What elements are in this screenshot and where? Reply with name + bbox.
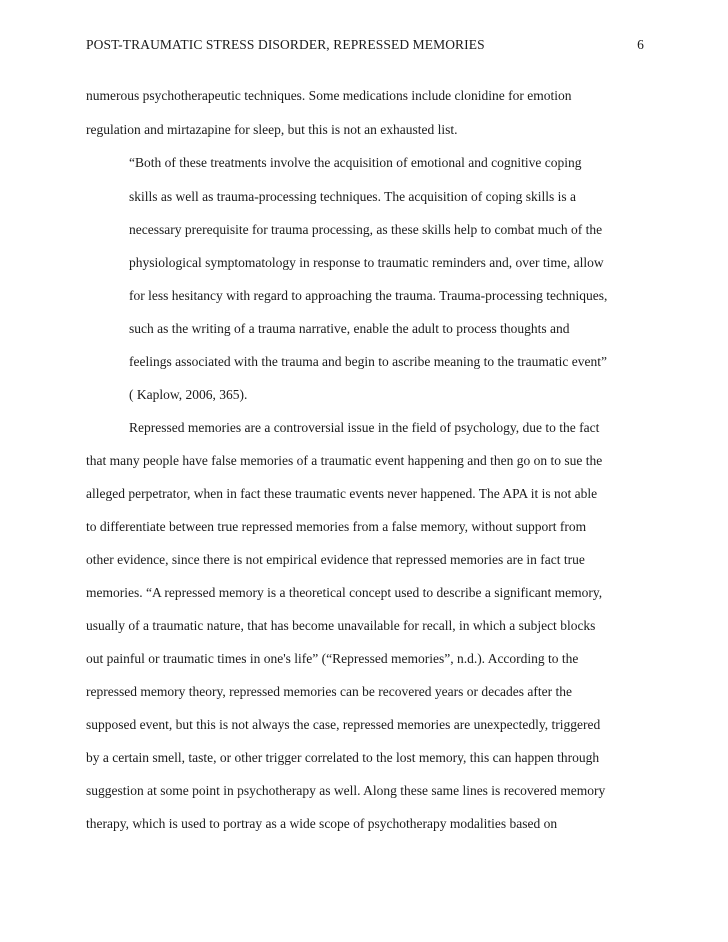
running-head	[86, 37, 646, 57]
page-number: 6	[637, 37, 644, 52]
body-line: memories. “A repressed memory is a theoretical concept used to describe a significant memory,	[86, 585, 603, 600]
block-quote-line: necessary prerequisite for trauma processing, as these skills help to combat much of the	[129, 222, 603, 237]
paragraph-first-line: Repressed memories are a controversial issue in the field of psychology, due to the fact	[129, 420, 600, 435]
block-quote-line: feelings associated with the trauma and begin to ascribe meaning to the traumatic event”	[129, 354, 607, 369]
body-line: alleged perpetrator, when in fact these traumatic events never happened. The APA it is not able	[86, 486, 598, 501]
block-quote-line: physiological symptomatology in response to traumatic reminders and, over time, allow	[129, 255, 604, 270]
body-line: other evidence, since there is not empirical evidence that repressed memories are in fact true	[86, 552, 585, 567]
body-line: repressed memory theory, repressed memories can be recovered years or decades after the	[86, 684, 573, 699]
body-line: usually of a traumatic nature, that has become unavailable for recall, in which a subject blocks	[86, 618, 596, 633]
body-line: by a certain smell, taste, or other trigger correlated to the lost memory, this can happen through	[86, 750, 600, 765]
body-line: numerous psychotherapeutic techniques. Some medications include clonidine for emotion	[86, 88, 572, 103]
body-line: supposed event, but this is not always the case, repressed memories are unexpectedly, triggered	[86, 717, 601, 732]
body-line: to differentiate between true repressed memories from a false memory, without support from	[86, 519, 587, 534]
body-line: therapy, which is used to portray as a wide scope of psychotherapy modalities based on	[86, 816, 558, 831]
block-quote-line: skills as well as trauma-processing techniques. The acquisition of coping skills is a	[129, 189, 577, 204]
body-line: out painful or traumatic times in one's life” (“Repressed memories”, n.d.). According to the	[86, 651, 579, 666]
block-quote-line: “Both of these treatments involve the acquisition of emotional and cognitive coping	[129, 155, 582, 170]
block-quote-citation: ( Kaplow, 2006, 365).	[129, 387, 248, 402]
block-quote-line: such as the writing of a trauma narrative, enable the adult to process thoughts and	[129, 321, 570, 336]
block-quote-line: for less hesitancy with regard to approaching the trauma. Trauma-processing techniques,	[129, 288, 608, 303]
running-head-title: POST-TRAUMATIC STRESS DISORDER, REPRESSED MEMORIES	[86, 37, 485, 52]
body-line: that many people have false memories of a traumatic event happening and then go on to sue the	[86, 453, 603, 468]
body-line: suggestion at some point in psychotherapy as well. Along these same lines is recovered memory	[86, 783, 606, 798]
body-line: regulation and mirtazapine for sleep, but this is not an exhausted list.	[86, 122, 458, 137]
